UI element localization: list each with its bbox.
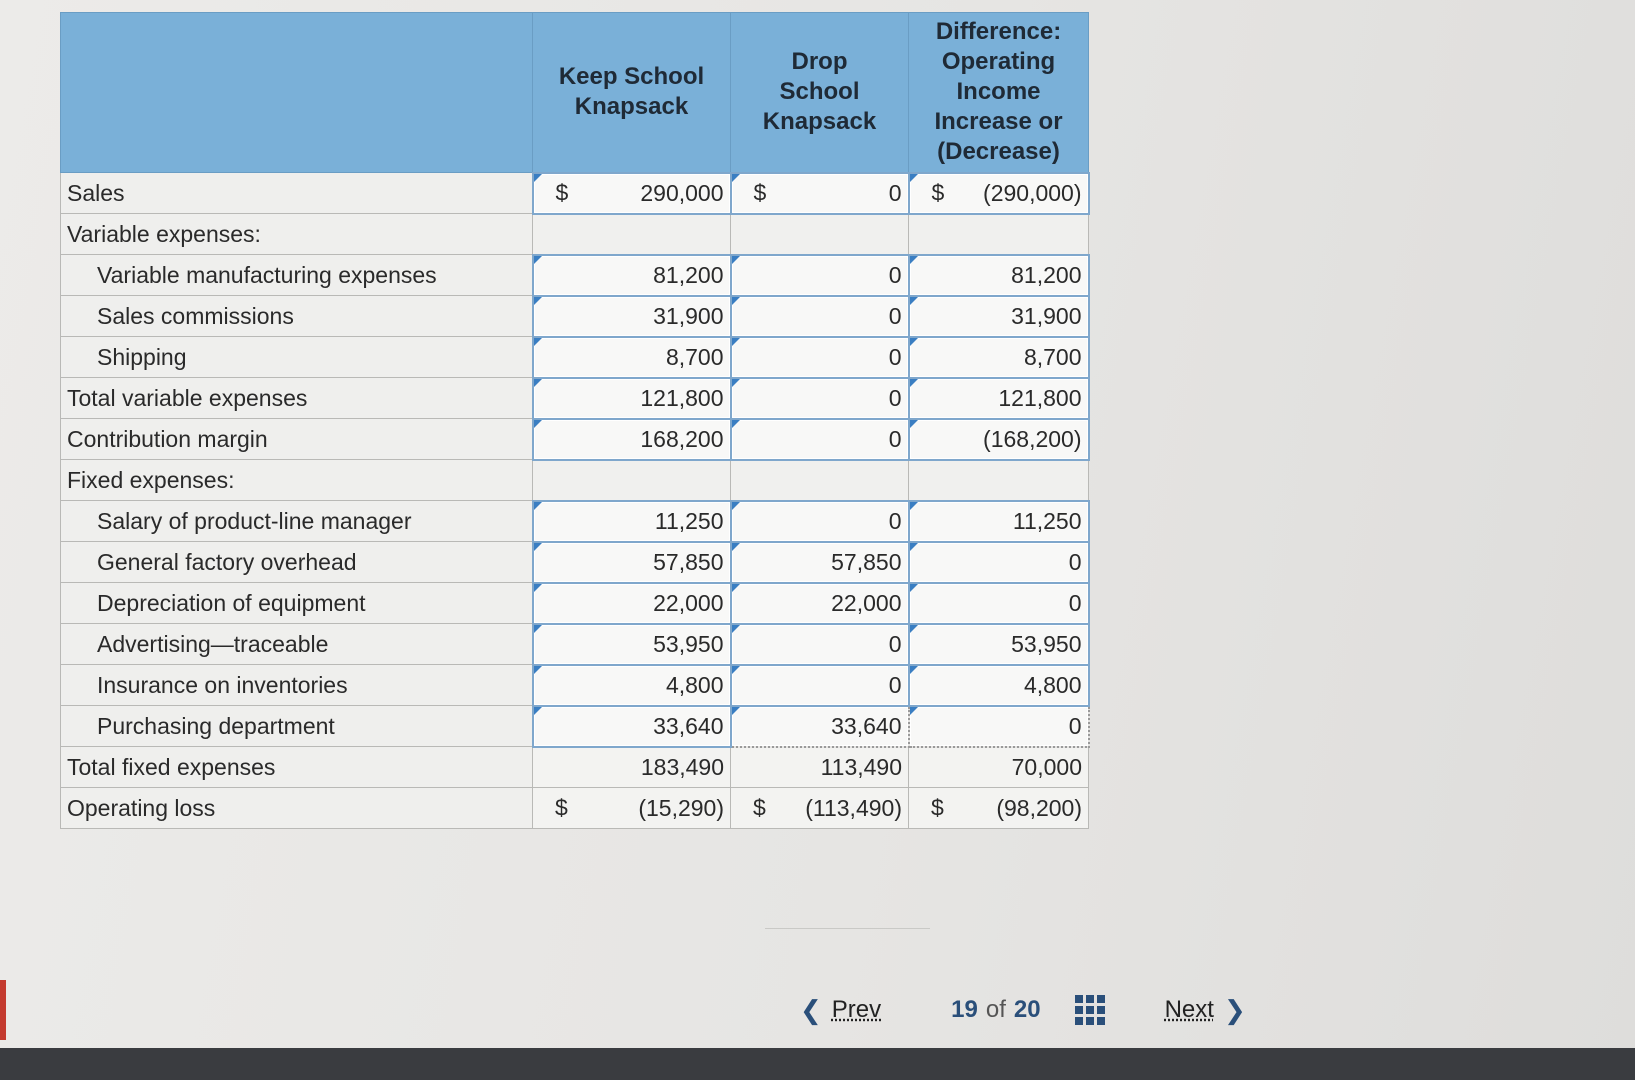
row-label: Salary of product-line manager	[61, 501, 533, 542]
keep-value-field[interactable]: 121,800	[533, 378, 731, 419]
drop-value-field[interactable]: 0	[731, 501, 909, 542]
divider	[765, 928, 930, 929]
drop-total-value: 113,490	[731, 747, 909, 788]
row-label: Sales commissions	[61, 296, 533, 337]
empty-cell	[909, 214, 1089, 255]
diff-value-field[interactable]: 11,250	[909, 501, 1089, 542]
table-row	[61, 542, 1089, 583]
row-label: Operating loss	[61, 788, 533, 829]
keep-sales-field[interactable]: $ 290,000	[533, 173, 731, 214]
keep-value-field[interactable]: 11,250	[533, 501, 731, 542]
table-row	[61, 419, 1089, 460]
header-row	[61, 13, 1089, 173]
keep-value-field[interactable]: 22,000	[533, 583, 731, 624]
row-label: Variable manufacturing expenses	[61, 255, 533, 296]
table-row-sales	[61, 173, 1089, 214]
row-label: Insurance on inventories	[61, 665, 533, 706]
diff-value-field[interactable]: 8,700	[909, 337, 1089, 378]
drop-value-field[interactable]: 57,850	[731, 542, 909, 583]
diff-value-field[interactable]: 0	[909, 583, 1089, 624]
table-row	[61, 706, 1089, 747]
drop-value-field[interactable]: 22,000	[731, 583, 909, 624]
table-row-operating-loss	[61, 788, 1089, 829]
keep-operating-loss: $ (15,290)	[533, 788, 731, 829]
table-row	[61, 296, 1089, 337]
diff-value-field[interactable]: 121,800	[909, 378, 1089, 419]
pagination-nav	[800, 990, 1246, 1030]
window-edge-accent	[0, 980, 6, 1040]
keep-value-field[interactable]: 53,950	[533, 624, 731, 665]
header-drop: Drop School Knapsack	[731, 13, 909, 173]
table-row	[61, 255, 1089, 296]
row-label: Sales	[61, 173, 533, 214]
row-label: Fixed expenses:	[61, 460, 533, 501]
empty-cell	[909, 460, 1089, 501]
row-label: Depreciation of equipment	[61, 583, 533, 624]
row-label: Total variable expenses	[61, 378, 533, 419]
table-row	[61, 501, 1089, 542]
total-pages: 20	[1013, 996, 1041, 1023]
table-row	[61, 665, 1089, 706]
table-row	[61, 378, 1089, 419]
prev-button[interactable]	[800, 995, 881, 1026]
row-label: Purchasing department	[61, 706, 533, 747]
header-keep: Keep School Knapsack	[533, 13, 731, 173]
table-row-fixed-expenses-heading	[61, 460, 1089, 501]
drop-value-field[interactable]: 0	[731, 255, 909, 296]
of-label: of	[985, 996, 1006, 1023]
row-label: Total fixed expenses	[61, 747, 533, 788]
empty-cell	[731, 460, 909, 501]
table-row	[61, 337, 1089, 378]
drop-value-field[interactable]: 0	[731, 665, 909, 706]
keep-value-field[interactable]: 81,200	[533, 255, 731, 296]
row-label: Variable expenses:	[61, 214, 533, 255]
next-button[interactable]	[1165, 995, 1246, 1026]
keep-value-field[interactable]: 4,800	[533, 665, 731, 706]
table-row	[61, 624, 1089, 665]
keep-value-field[interactable]: 168,200	[533, 419, 731, 460]
header-label-column	[61, 13, 533, 173]
drop-value-field[interactable]: 0	[731, 624, 909, 665]
row-label: Contribution margin	[61, 419, 533, 460]
diff-value-field[interactable]: 31,900	[909, 296, 1089, 337]
keep-value-field[interactable]: 33,640	[533, 706, 731, 747]
diff-total-value: 70,000	[909, 747, 1089, 788]
drop-value-field[interactable]: 0	[731, 378, 909, 419]
drop-value-field[interactable]: 0	[731, 296, 909, 337]
drop-value-field[interactable]: 0	[731, 337, 909, 378]
row-label: Advertising—traceable	[61, 624, 533, 665]
table-row	[61, 583, 1089, 624]
empty-cell	[533, 460, 731, 501]
keep-value-field[interactable]: 57,850	[533, 542, 731, 583]
diff-operating-loss: $ (98,200)	[909, 788, 1089, 829]
drop-operating-loss: $ (113,490)	[731, 788, 909, 829]
next-label: Next	[1164, 996, 1214, 1023]
drop-sales-field[interactable]: $ 0	[731, 173, 909, 214]
screen-bezel	[0, 1048, 1635, 1080]
empty-cell	[731, 214, 909, 255]
prev-label: Prev	[831, 996, 882, 1023]
drop-value-field[interactable]: 0	[731, 419, 909, 460]
diff-sales-field[interactable]: $ (290,000)	[909, 173, 1089, 214]
empty-cell	[533, 214, 731, 255]
keep-value-field[interactable]: 31,900	[533, 296, 731, 337]
diff-value-field[interactable]: 0	[909, 706, 1089, 747]
table-row-variable-expenses-heading	[61, 214, 1089, 255]
row-label: General factory overhead	[61, 542, 533, 583]
keep-total-value: 183,490	[533, 747, 731, 788]
table-row	[61, 747, 1089, 788]
page-indicator	[951, 995, 1104, 1025]
diff-value-field[interactable]: 81,200	[909, 255, 1089, 296]
current-page: 19	[951, 996, 978, 1023]
keep-value-field[interactable]: 8,700	[533, 337, 731, 378]
row-label: Shipping	[61, 337, 533, 378]
chevron-right-icon: ❯	[1223, 994, 1246, 1025]
diff-value-field[interactable]: 0	[909, 542, 1089, 583]
grid-icon[interactable]	[1075, 995, 1105, 1025]
diff-value-field[interactable]: 53,950	[909, 624, 1089, 665]
drop-value-field[interactable]: 33,640	[731, 706, 909, 747]
diff-value-field[interactable]: (168,200)	[909, 419, 1089, 460]
diff-value-field[interactable]: 4,800	[909, 665, 1089, 706]
header-difference: Difference: Operating Income Increase or (Decrease)	[909, 13, 1089, 173]
analysis-table	[60, 12, 1090, 829]
chevron-left-icon: ❮	[800, 994, 822, 1025]
